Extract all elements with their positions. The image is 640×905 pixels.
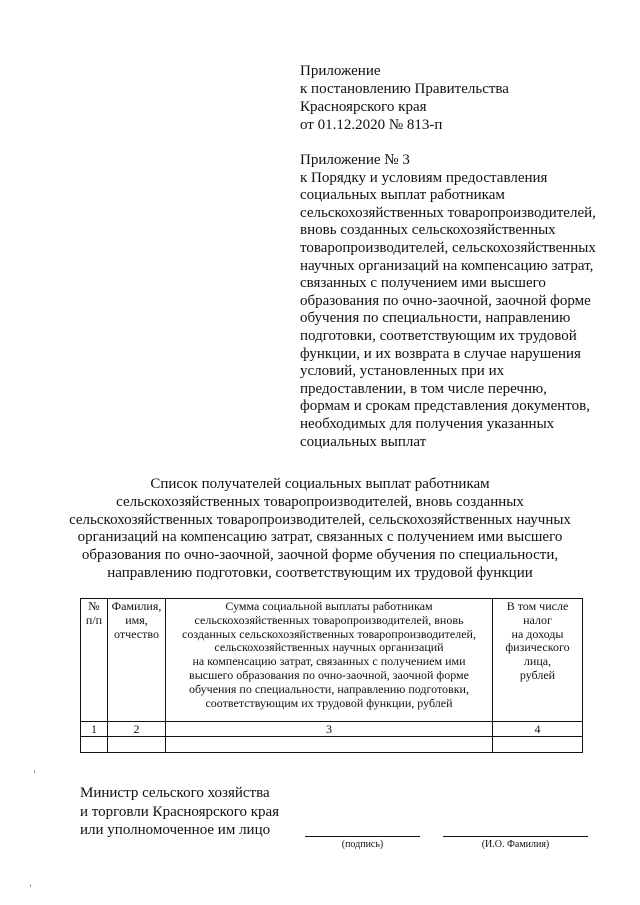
- appendix-3-line: вновь созданных сельскохозяйственных: [300, 222, 556, 239]
- empty-cell: [81, 737, 108, 753]
- column-number: 4: [493, 722, 583, 737]
- appendix-line: Красноярского края: [300, 99, 427, 115]
- name-caption: (И.О. Фамилия): [481, 839, 550, 850]
- title-line: Список получателей социальных выплат работникам: [150, 476, 490, 492]
- column-number: 3: [166, 722, 493, 737]
- appendix-header: [300, 62, 509, 134]
- appendix-line: от 01.12.2020 № 813-п: [300, 117, 443, 133]
- table-row: [81, 737, 583, 753]
- signature-line: [305, 836, 420, 837]
- column-number: 2: [108, 722, 166, 737]
- appendix-3-line: социальных выплат: [300, 433, 427, 450]
- appendix-3-line: образования по очно-заочной, заочной форме: [300, 292, 591, 309]
- recipients-table: [80, 598, 583, 753]
- empty-cell: [108, 737, 166, 753]
- minister-line: или уполномоченное им лицо: [80, 822, 271, 838]
- title-line: направлению подготовки, соответствующим их трудовой функции: [107, 564, 533, 581]
- empty-cell: [493, 737, 583, 753]
- appendix-3-line: условий, установленных при их: [300, 363, 505, 380]
- signature-caption: (подпись): [341, 839, 384, 850]
- appendix-line: Приложение: [300, 63, 381, 79]
- appendix-3-line: функции, и их возврата в случае нарушения: [300, 345, 581, 362]
- appendix-3-line: обучения по специальности, направлению: [300, 310, 571, 327]
- appendix-3-line: связанных с получением ими высшего: [300, 275, 546, 292]
- appendix-3-line: необходимых для получения указанных: [300, 415, 555, 432]
- appendix-3-line: к Порядку и условиям предоставления: [300, 169, 548, 186]
- document-title: [0, 476, 640, 583]
- title-line: сельскохозяйственных товаропроизводителей, вновь созданных: [116, 493, 524, 510]
- title-line: сельскохозяйственных товаропроизводителей, сельскохозяйственных научных: [69, 511, 571, 528]
- appendix-3-line: сельскохозяйственных товаропроизводителей,: [300, 204, 596, 221]
- appendix-3-line: Приложение № 3: [300, 152, 410, 168]
- title-line: организаций на компенсацию затрат, связанных с получением ими высшего: [77, 529, 563, 546]
- header-name: Фамилия, имя, отчество: [108, 599, 166, 722]
- appendix-line: к постановлению Правительства: [300, 81, 509, 97]
- appendix-3-line: формам и срокам представления документов,: [300, 398, 590, 415]
- appendix-3-header: [300, 152, 596, 451]
- appendix-3-line: научных организаций на компенсацию затрат,: [300, 257, 594, 274]
- minister-block: [80, 784, 279, 840]
- minister-line: и торговли Красноярского края: [80, 803, 280, 820]
- column-number: 1: [81, 722, 108, 737]
- title-line: образования по очно-заочной, заочной форме обучения по специальности,: [81, 547, 559, 564]
- appendix-3-line: предоставлении, в том числе перечню,: [300, 380, 547, 397]
- appendix-3-line: социальных выплат работникам: [300, 187, 505, 204]
- name-line: [443, 836, 588, 837]
- table-header-row: [81, 599, 583, 722]
- header-num: № п/п: [81, 599, 108, 722]
- empty-cell: [166, 737, 493, 753]
- scan-speck: [34, 770, 35, 773]
- column-number-row: [81, 722, 583, 737]
- appendix-3-line: товаропроизводителей, сельскохозяйственных: [300, 239, 596, 256]
- scan-speck: [30, 884, 31, 887]
- appendix-3-line: подготовки, соответствующим их трудовой: [300, 327, 577, 344]
- minister-line: Министр сельского хозяйства: [80, 785, 270, 801]
- header-tax: В том числе налог на доходы физического лица, рублей: [493, 599, 583, 722]
- header-sum: Сумма социальной выплаты работникам сельскохозяйственных товаропроизводителей, вновь созданных сельскохозяйственных товаропроизводителей, сельскохозяйственных научных организаций на компенсацию затрат, связанных с получением ими высшего образования по очно-заочной, заочной форме обучения по специальности, направлению подготовки, соответствующим их трудовой функции, рублей: [166, 599, 493, 722]
